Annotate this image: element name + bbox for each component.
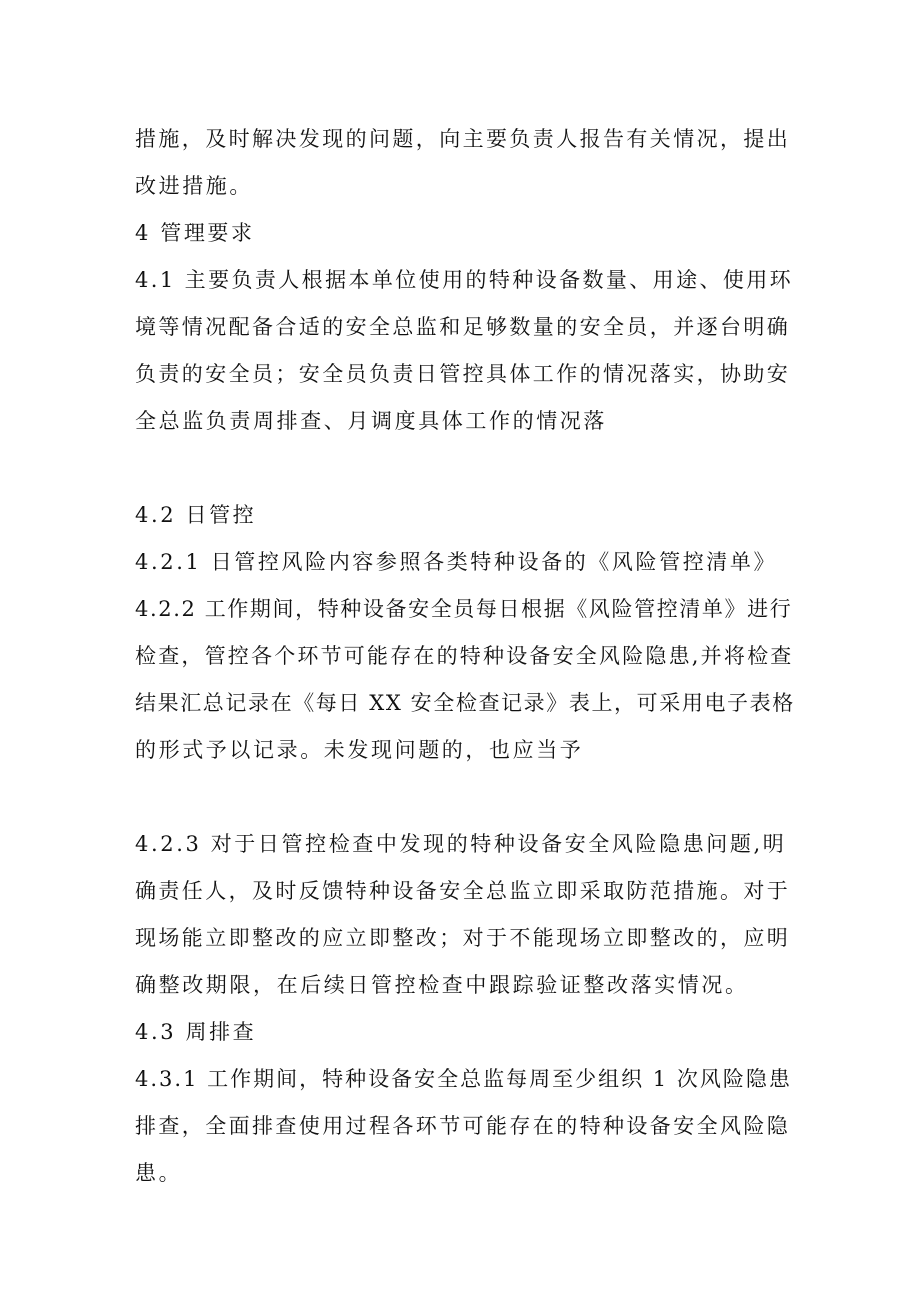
text-line: 境等情况配备合适的安全总监和足够数量的安全员，并逐台明确 — [135, 315, 791, 339]
paragraph-block-2 — [135, 492, 795, 774]
text-line: 措施，及时解决发现的问题，向主要负责人报告有关情况，提出 — [135, 127, 791, 151]
text-line: 的形式予以记录。未发现问题的，也应当予 — [135, 738, 584, 762]
section-heading: 4.3 周排查 — [135, 1020, 257, 1044]
paragraph-block-3 — [135, 821, 795, 1197]
text-line: 4.2.3 对于日管控检查中发现的特种设备安全风险隐患问题,明 — [135, 832, 787, 856]
blank-line — [135, 445, 795, 492]
text-line: 4.2.1 日管控风险内容参照各类特种设备的《风险管控清单》 — [135, 550, 778, 574]
section-heading: 4 管理要求 — [135, 221, 255, 245]
paragraph-block-1 — [135, 116, 795, 445]
text-line: 结果汇总记录在《每日 XX 安全检查记录》表上，可采用电子表格 — [135, 691, 795, 715]
text-line: 4.3.1 工作期间，特种设备安全总监每周至少组织 1 次风险隐患 — [135, 1067, 792, 1091]
document-page — [135, 116, 795, 1197]
text-line: 改进措施。 — [135, 174, 253, 198]
text-line: 4.1 主要负责人根据本单位使用的特种设备数量、用途、使用环 — [135, 268, 794, 292]
blank-line — [135, 774, 795, 821]
text-line: 检查，管控各个环节可能存在的特种设备安全风险隐患,并将检查 — [135, 644, 794, 668]
text-line: 全总监负责周排查、月调度具体工作的情况落 — [135, 409, 607, 433]
text-line: 现场能立即整改的应立即整改；对于不能现场立即整改的，应明 — [135, 926, 791, 950]
text-line: 确责任人，及时反馈特种设备安全总监立即采取防范措施。对于 — [135, 879, 791, 903]
text-line: 排查，全面排查使用过程各环节可能存在的特种设备安全风险隐 — [135, 1114, 791, 1138]
section-heading: 4.2 日管控 — [135, 503, 257, 527]
text-line: 4.2.2 工作期间，特种设备安全员每日根据《风险管控清单》进行 — [135, 597, 793, 621]
text-line: 负责的安全员；安全员负责日管控具体工作的情况落实，协助安 — [135, 362, 791, 386]
text-line: 确整改期限，在后续日管控检查中跟踪验证整改落实情况。 — [135, 973, 749, 997]
text-line: 患。 — [135, 1161, 183, 1185]
